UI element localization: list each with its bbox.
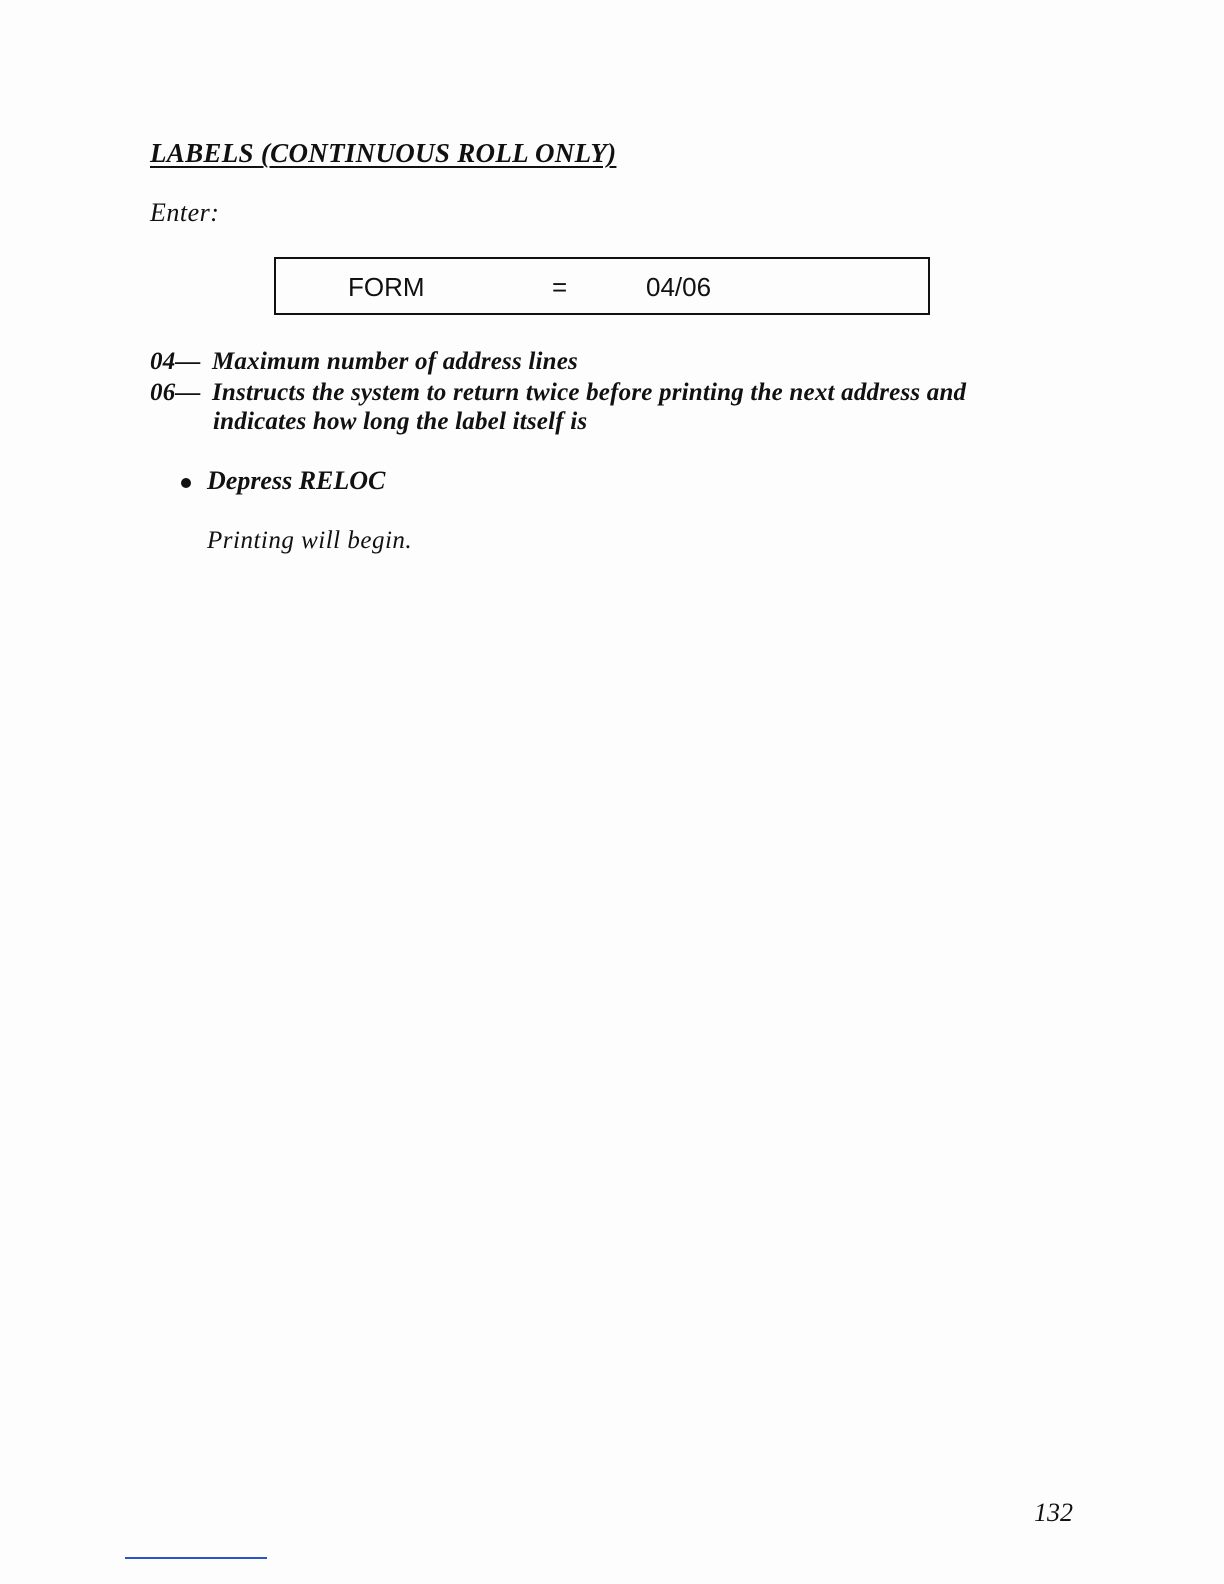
definition-text: Instructs the system to return twice before printing the next address and: [212, 379, 967, 406]
definition-06-continuation: indicates how long the label itself is: [213, 408, 588, 435]
entry-value: 04/06: [646, 272, 712, 302]
bullet-icon: [181, 478, 191, 488]
command-entry-box: [274, 257, 930, 315]
section-title: LABELS (CONTINUOUS ROLL ONLY): [150, 138, 617, 168]
step-result: Printing will begin.: [207, 527, 413, 554]
definition-04: [150, 348, 578, 376]
definition-code: 04—: [150, 348, 201, 375]
definition-text: Maximum number of address lines: [212, 348, 578, 375]
footer-rule: [125, 1557, 267, 1559]
enter-label: Enter:: [150, 198, 220, 227]
step-instruction: Depress RELOC: [207, 466, 386, 495]
page-number: 132: [1034, 1498, 1073, 1527]
definition-06: [150, 379, 966, 407]
entry-key: FORM: [348, 272, 425, 302]
definition-code: 06—: [150, 379, 201, 406]
entry-operator: =: [552, 272, 568, 302]
